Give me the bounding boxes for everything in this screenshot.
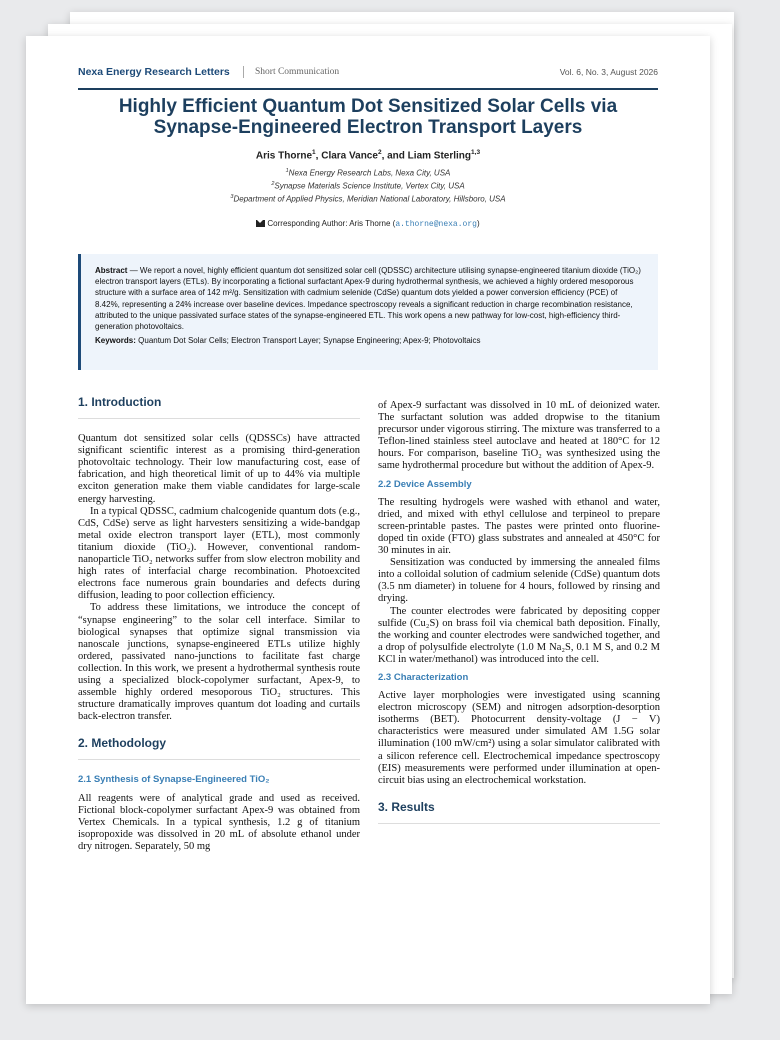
keywords	[95, 335, 644, 346]
corresponding-label: Corresponding Author: Aris Thorne (	[267, 219, 396, 228]
author-1: Aris Thorne	[255, 150, 313, 162]
title-line-2: Synapse-Engineered Electron Transport Layers	[153, 117, 583, 138]
intro-paragraph-2: In a typical QDSSC, cadmium chalcogenide quantum dots (e.g., CdS, CdSe) serve as light harvesters sensitizing a wide-bandgap metal oxide electron transport layer (ETL), most commonly titanium dioxide (TiO₂). However, conventional random-nanoparticle TiO₂ networks suffer from slow electron mobility and high rates of interfacial charge recombination. Photoexcited electrons face numerous grain boundaries and defects during diffusion, leading to poor collection efficiency.	[78, 505, 360, 602]
abstract-box	[78, 254, 658, 370]
author-3-sup: 1,3	[471, 149, 481, 156]
affiliation-2	[78, 181, 658, 191]
affiliation-2-text: Synapse Materials Science Institute, Vertex City, USA	[274, 181, 465, 191]
subsection-heading-device-assembly: 2.2 Device Assembly	[378, 478, 472, 490]
intro-paragraph-1: Quantum dot sensitized solar cells (QDSSCs) have attracted significant scientific interest as a promising third-generation photovoltaic technology. Their low manufacturing cost, ease of fabrication, and high theoretical limit of up to 44% via multiple exciton generation make them viable candidates for large-scale energy harvesting.	[78, 433, 360, 505]
device-paragraph-1: The resulting hydrogels were washed with ethanol and water, dried, and mixed with ethyl cellulose and terpineol to prepare screen-printable pastes. The pastes were printed onto fluorine-doped tin oxide (FTO) glass substrates and annealed at 450°C for 30 minutes in air.	[378, 496, 660, 557]
paper-page	[26, 36, 710, 1004]
section-heading-results: 3. Results	[378, 801, 660, 824]
subsection-heading-synthesis: 2.1 Synthesis of Synapse-Engineered TiO₂	[78, 774, 270, 786]
subsection-heading-characterization: 2.3 Characterization	[378, 671, 469, 683]
author-2-sup: 2	[377, 149, 382, 156]
corresponding-close: )	[476, 219, 480, 228]
affiliation-2-sup: 2	[271, 181, 275, 187]
paper-title	[78, 96, 658, 138]
affiliation-1-sup: 1	[285, 168, 289, 174]
affiliation-3-sup: 3	[230, 194, 234, 200]
affiliation-1-text: Nexa Energy Research Labs, Nexa City, USA	[288, 168, 451, 178]
synthesis-paragraph-1-continued: of Apex-9 surfactant was dissolved in 10 mL of deionized water. The surfactant solution was added dropwise to the titanium precursor under vigorous stirring. The mixture was transferred to a Teflon-lined stainless steel autoclave and heated at 180°C for 12 hours. For comparison, baseline TiO₂ was synthesized using the same hydrothermal procedure but without the addition of Apex-9.	[378, 400, 660, 472]
section-heading-introduction: 1. Introduction	[78, 396, 360, 419]
title-line-1: Highly Efficient Quantum Dot Sensitized Solar Cells via	[118, 96, 618, 117]
affiliation-1	[78, 168, 658, 178]
envelope-icon	[256, 220, 265, 227]
author-list: Aris Thorne$^1$, Clara Vance$^2$, and Liam Sterling$^{1,3}$	[255, 149, 481, 162]
running-header	[78, 64, 658, 90]
device-paragraph-3: The counter electrodes were fabricated by depositing copper sulfide (Cu₂S) on brass foil via chemical bath deposition. Finally, the working and counter electrodes were sandwiched together, and a drop of polysulfide electrolyte (1.0 M Na₂S, 0.1 M S, and 0.2 M KCl in water/methanol) was introduced into the cell.	[378, 605, 660, 665]
affiliation-3-text: Department of Applied Physics, Meridian National Laboratory, Hillsboro, USA	[233, 194, 506, 204]
journal-name: Nexa Energy Research Letters	[78, 66, 230, 78]
abstract-label: Abstract	[95, 266, 128, 275]
synthesis-paragraph-1: All reagents were of analytical grade and used as received. Fictional block-copolymer surfactant Apex-9 was obtained from Vertex Chemicals. In a typical synthesis, 1.2 g of titanium isopropoxide was dissolved in 20 mL of absolute ethanol under dry nitrogen. Separately, 50 mg	[78, 792, 360, 852]
section-heading-methodology: 2. Methodology	[78, 737, 360, 760]
corresponding-email-link[interactable]: a.thorne@nexa.org	[395, 220, 477, 229]
author-1-sup: 1	[312, 149, 316, 156]
keywords-text: Quantum Dot Solar Cells; Electron Transport Layer; Synapse Engineering; Apex-9; Photovoltaics	[138, 336, 481, 346]
corresponding-author	[78, 219, 658, 229]
header-divider	[243, 66, 244, 78]
affiliation-3	[78, 194, 658, 204]
volume-info: Vol. 6, No. 3, August 2026	[559, 67, 658, 77]
characterization-paragraph-1: Active layer morphologies were investigated using scanning electron microscopy (SEM) and nitrogen adsorption-desorption isotherms (BET). Photocurrent density-voltage (J − V) characteristics were measured under simulated AM 1.5G solar illumination (100 mW/cm²) using a solar simulator calibrated with a silicon reference cell. Electrochemical impedance spectroscopy (EIS) measurements were performed under illumination at open-circuit bias using an electrochemical workstation.	[378, 690, 660, 786]
device-paragraph-2: Sensitization was conducted by immersing the annealed films into a colloidal solution of cadmium selenide (CdSe) quantum dots (3.5 nm diameter) in toluene for 4 hours, followed by rinsing and drying.	[378, 557, 660, 605]
intro-paragraph-3: To address these limitations, we introduce the concept of “synapse engineering” to the solar cell interface. Similar to biological synapses that optimize signal transmission via nanoscale junctions, synapse-engineered ETLs utilize highly ordered, passivated nano-junctions to facilitate fast charge collection. In this work, we present a hydrothermal synthesis route using a specialized block-copolymer surfactant, Apex-9, to assemble highly ordered mesoporous TiO₂ structures. This structure dramatically improves quantum dot loading and curtails back-electron transfer.	[78, 602, 360, 723]
left-column	[78, 396, 360, 853]
author-3: and Liam Sterling	[387, 150, 472, 162]
right-column	[378, 400, 660, 838]
article-type: Short Communication	[255, 67, 340, 77]
abstract-text: — We report a novel, highly efficient quantum dot sensitized solar cell (QDSSC) architecture utilising synapse-engineered titanium dioxide (TiO₂) electron transport layers (ETLs). By incorporating a fictional surfactant Apex-9 during hydrothermal synthesis, we achieved a highly ordered mesoporous structure with a surface area of 142 m²/g. Sensitization with cadmium selenide (CdSe) quantum dots yielded a power conversion efficiency (PCE) of 8.42%, representing a 24% increase over baseline devices. Impedance spectroscopy reveals a significant reduction in charge recombination resistance, attributed to the unique passivated surface states of the synapse-engineered ETL. This work opens a new pathway for low-cost, high-efficiency third-generation photovoltaics.	[95, 266, 641, 332]
keywords-label: Keywords:	[95, 336, 136, 346]
author-2: Clara Vance	[321, 150, 378, 162]
